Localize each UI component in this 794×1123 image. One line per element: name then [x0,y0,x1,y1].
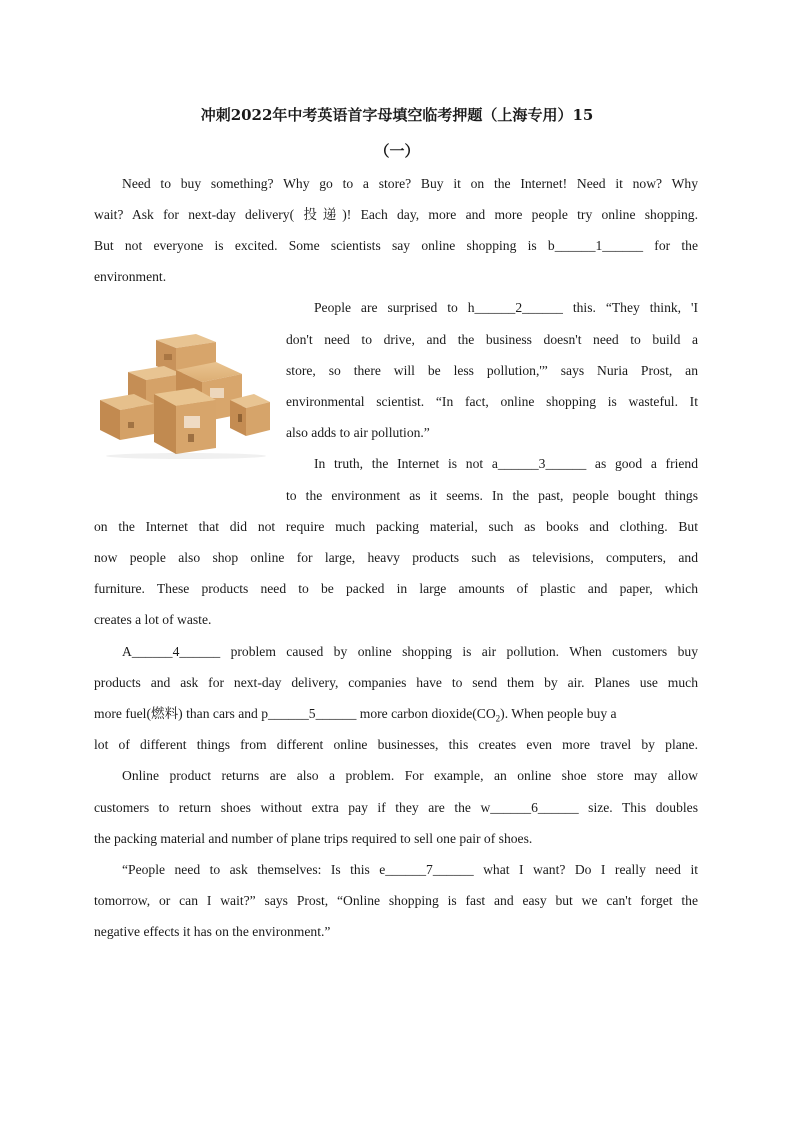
text-line: now people also shop online for large, heavy products such as televisions, computers, and [94,550,698,565]
text-line: “People need to ask themselves: Is this e______7______ what I want? Do I really need it [122,862,698,877]
box-icon [154,388,216,454]
text-line: the packing material and number of plane trips required to sell one pair of shoes. [94,831,533,846]
text-line: to the environment as it seems. In the past, people bought things [286,488,698,503]
subscript: 2 [495,713,501,724]
text-line: environment. [94,269,167,284]
text-line: furniture. These products need to be packed in large amounts of plastic and paper, which [94,581,698,596]
box-icon [230,394,270,436]
text-line: environmental scientist. “In fact, online shopping is wasteful. It [286,394,698,409]
text-line: lot of different things from different online businesses, this creates even more travel by plane. [94,737,698,752]
section-heading: （一） [374,142,420,160]
text-line: store, so there will be less pollution,'” says Nuria Prost, an [286,363,698,378]
text-line: People are surprised to h______2______ this. “They think, 'I [314,300,698,315]
text-line-co2 [94,704,698,724]
text-segment: more fuel(燃料) than cars and p______5______ more carbon dioxide(CO [94,706,496,721]
text-line: tomorrow, or can I wait?” says Prost, “Online shopping is fast and easy but we can't forget the [94,893,698,908]
page-title: 冲刺2022年中考英语首字母填空临考押题（上海专用）15 [200,106,594,124]
text-line: customers to return shoes without extra pay if they are the w______6______ size. This doubles [94,800,698,815]
text-line: creates a lot of waste. [94,612,212,627]
text-line: wait? Ask for next-day delivery( 投递)! Each day, more and more people try online shopping. [94,207,698,222]
text-line: In truth, the Internet is not a______3______ as good a friend [314,456,698,471]
text-line: A______4______ problem caused by online shopping is air pollution. When customers buy [122,644,698,659]
text-line: Need to buy something? Why go to a store? Buy it on the Internet! Need it now? Why [122,176,698,191]
text-line: don't need to drive, and the business doesn't need to build a [286,332,698,347]
text-line: products and ask for next-day delivery, companies have to send them by air. Planes use much [94,675,698,690]
text-segment [496,704,698,724]
text-line: also adds to air pollution.” [286,425,430,440]
cardboard-boxes-illustration [98,330,274,460]
text-segment: ). When people buy a [500,706,617,721]
text-line: on the Internet that did not require much packing material, such as books and clothing. But [94,519,698,534]
text-line: Online product returns are also a problem. For example, an online shoe store may allow [122,768,698,783]
text-line: But not everyone is excited. Some scientists say online shopping is b______1______ for the [94,238,698,253]
box-icon [100,394,154,440]
text-line: negative effects it has on the environment.” [94,924,331,939]
